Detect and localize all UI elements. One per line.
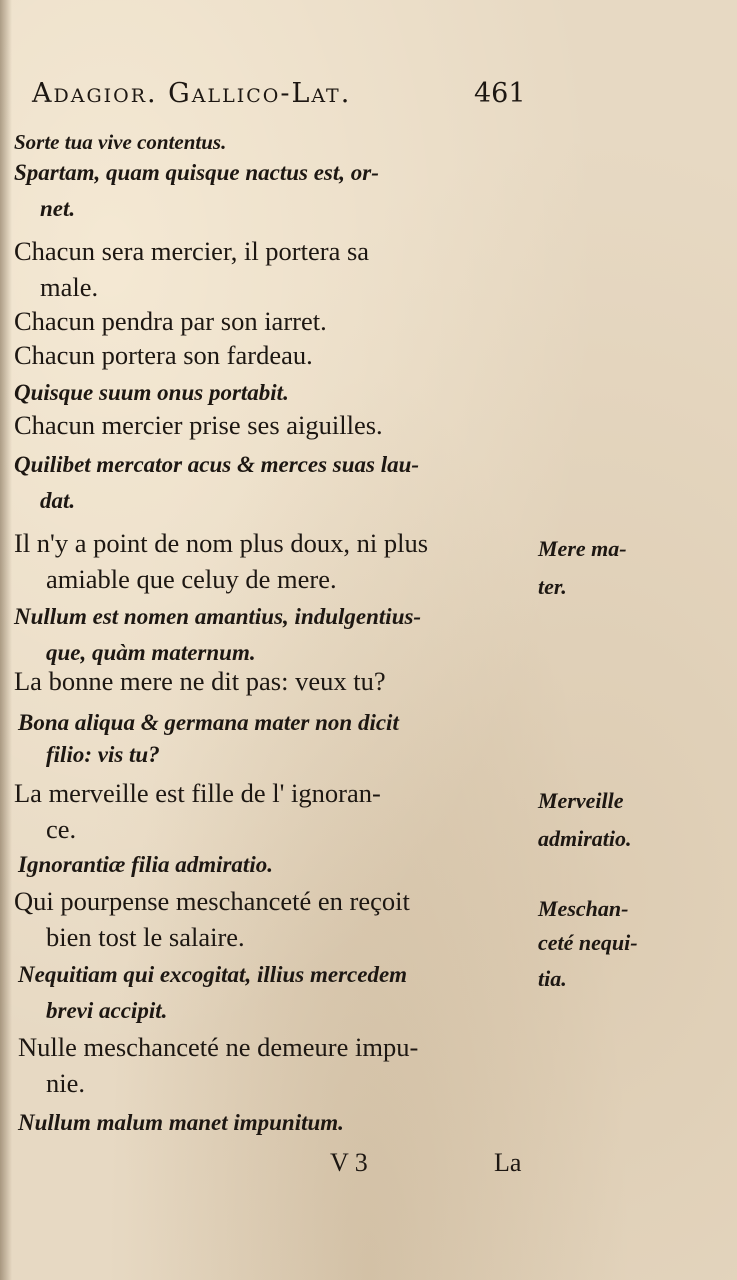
text-line: brevi accipit. <box>46 998 168 1023</box>
signature-mark: V 3 <box>330 1148 368 1177</box>
text-line: Chacun mercier prise ses aiguilles. <box>14 410 383 440</box>
text-line: Chacun portera son fardeau. <box>14 340 313 370</box>
text-line: Ignorantiæ filia admiratio. <box>18 852 273 877</box>
text-line: La bonne mere ne dit pas: veux tu? <box>14 666 386 696</box>
margin-note: Mere ma- <box>538 536 627 561</box>
text-line: Spartam, quam quisque nactus est, or- <box>14 160 379 185</box>
text-line: Chacun sera mercier, il portera sa <box>14 236 370 266</box>
text-line: net. <box>40 196 76 221</box>
margin-note: Meschan- <box>538 896 629 921</box>
text-line: Quisque suum onus portabit. <box>14 380 289 405</box>
margin-note: ter. <box>538 574 567 599</box>
page-binding-shadow <box>0 0 12 1280</box>
text-line: Chacun pendra par son iarret. <box>14 306 327 336</box>
catchword: La <box>494 1148 522 1177</box>
running-head <box>32 78 526 109</box>
margin-note: tia. <box>538 966 567 991</box>
text-line: filio: vis tu? <box>46 742 160 767</box>
text-line: que, quàm maternum. <box>46 640 256 665</box>
margin-note: admiratio. <box>538 826 632 851</box>
text-line: Quilibet mercator acus & merces suas lau- <box>14 452 420 477</box>
text-line: Nullum malum manet impunitum. <box>18 1110 344 1135</box>
text-line: Il n'y a point de nom plus doux, ni plus <box>14 528 429 558</box>
text-line: Qui pourpense meschanceté en reçoit <box>14 886 410 916</box>
page-number: 461 <box>474 78 526 109</box>
text-line: Sorte tua vive contentus. <box>14 130 227 154</box>
text-line: Nulle meschanceté ne demeure impu- <box>18 1032 419 1062</box>
text-line: amiable que celuy de mere. <box>46 564 337 594</box>
text-line: La merveille est fille de l' ignoran- <box>14 778 381 808</box>
margin-note: Merveille <box>538 788 624 813</box>
text-line: Bona aliqua & germana mater non dicit <box>18 710 399 735</box>
text-line: dat. <box>40 488 76 513</box>
margin-note: ceté nequi- <box>538 930 638 955</box>
text-line: Nequitiam qui excogitat, illius mercedem <box>18 962 408 987</box>
text-line: Nullum est nomen amantius, indulgentius- <box>14 604 422 629</box>
text-line: bien tost le salaire. <box>46 922 245 952</box>
text-line: ce. <box>46 814 77 844</box>
running-title: Adagior. Gallico-Lat. <box>32 78 352 109</box>
text-line: nie. <box>46 1068 85 1098</box>
text-line: male. <box>40 272 99 302</box>
